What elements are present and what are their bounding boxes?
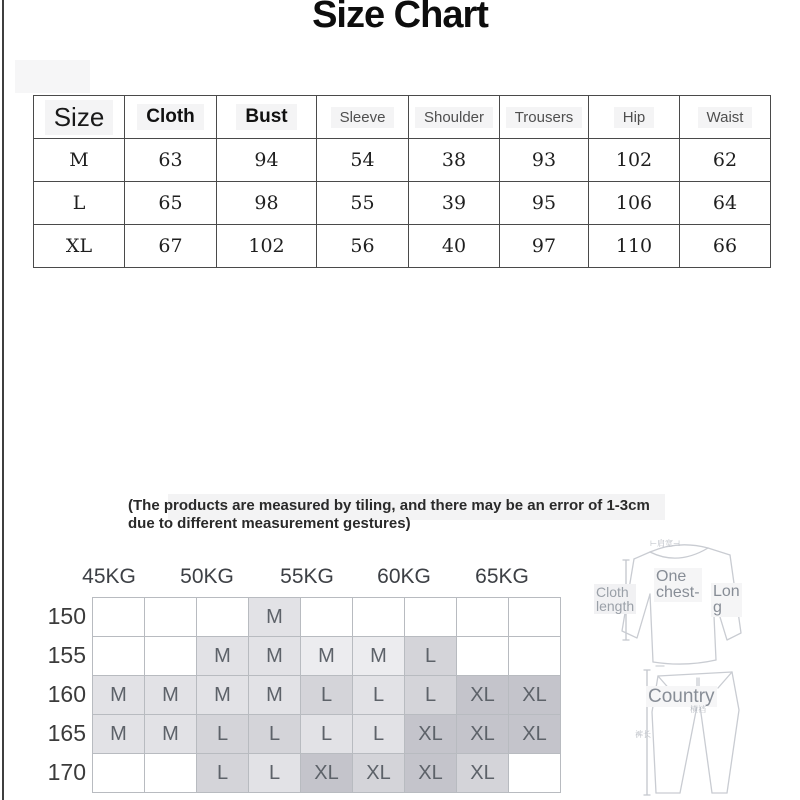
fit-cell	[405, 598, 457, 637]
fit-cell: M	[197, 676, 249, 715]
fit-cell	[301, 598, 353, 637]
cloth-length-label: Cloth length	[596, 584, 635, 614]
measurement-cell: 66	[680, 225, 771, 268]
note-line-1: (The products are measured by tiling, and there may be an error of 1-3cm	[128, 497, 650, 514]
weight-label: 45KG	[82, 565, 136, 588]
fit-cell: XL	[353, 754, 405, 793]
measurement-cell: 94	[217, 139, 317, 182]
measurement-cell: 95	[500, 182, 589, 225]
fit-cell: M	[249, 676, 301, 715]
height-label: 155	[47, 642, 86, 668]
fit-cell: M	[249, 598, 301, 637]
header-row	[34, 96, 771, 139]
fit-cell: L	[301, 715, 353, 754]
header-size: Size	[34, 96, 125, 139]
fit-cell	[197, 598, 249, 637]
measurement-cell: 110	[589, 225, 680, 268]
fit-cell: XL	[457, 754, 509, 793]
fit-cell: M	[93, 676, 145, 715]
fit-cell	[457, 637, 509, 676]
size-table-header	[34, 96, 771, 139]
fit-cell	[509, 598, 561, 637]
fit-cell: L	[405, 637, 457, 676]
header-bust: Bust	[217, 96, 317, 139]
table-row	[34, 225, 771, 268]
fit-cell	[93, 754, 145, 793]
height-label: 160	[47, 681, 86, 707]
measurement-cell: 67	[125, 225, 217, 268]
pants-length-cn-label: 裤长	[635, 730, 651, 739]
measurement-cell: 56	[317, 225, 409, 268]
fit-cell	[353, 598, 405, 637]
fit-cell: M	[93, 715, 145, 754]
fit-cell	[145, 637, 197, 676]
fit-grid	[92, 597, 561, 793]
fit-cell: L	[249, 715, 301, 754]
shoulder-width-cn-label: ⊢肩宽⊣	[650, 539, 680, 548]
measurement-cell: 40	[409, 225, 500, 268]
size-cell: XL	[34, 225, 125, 268]
header-sleeve: Sleeve	[317, 96, 409, 139]
fit-chart	[40, 565, 580, 800]
fit-cell: XL	[405, 754, 457, 793]
size-table	[33, 95, 771, 268]
header-cloth: Cloth	[125, 96, 217, 139]
pants-diagram	[612, 660, 782, 800]
header-waist: Waist	[680, 96, 771, 139]
fit-cell: M	[301, 637, 353, 676]
fit-cell: L	[197, 715, 249, 754]
fit-cell: L	[301, 676, 353, 715]
header-hip: Hip	[589, 96, 680, 139]
fit-cell: XL	[509, 676, 561, 715]
fit-cell: L	[197, 754, 249, 793]
fit-cell: XL	[405, 715, 457, 754]
measurement-cell: 102	[589, 139, 680, 182]
fit-cell: L	[405, 676, 457, 715]
page-left-border	[2, 0, 4, 800]
table-row	[34, 139, 771, 182]
measurement-cell: 98	[217, 182, 317, 225]
long-label: Lon g	[713, 583, 740, 616]
table-row	[34, 182, 771, 225]
measurement-cell: 97	[500, 225, 589, 268]
header-shoulder: Shoulder	[409, 96, 500, 139]
measurement-cell: 55	[317, 182, 409, 225]
weight-label: 50KG	[180, 565, 234, 588]
fit-cell: L	[353, 676, 405, 715]
page-title: Size Chart	[312, 0, 488, 36]
header-trousers: Trousers	[500, 96, 589, 139]
measurement-cell: 93	[500, 139, 589, 182]
note-line-2: due to different measurement gestures)	[128, 515, 411, 532]
measurement-cell: 102	[217, 225, 317, 268]
fit-cell: M	[145, 715, 197, 754]
measurement-cell: 62	[680, 139, 771, 182]
measurement-note	[128, 497, 728, 533]
measurement-cell: 54	[317, 139, 409, 182]
measurement-cell: 65	[125, 182, 217, 225]
fit-cell: L	[249, 754, 301, 793]
fit-cell: L	[353, 715, 405, 754]
height-label: 170	[47, 759, 86, 785]
one-chest-label: One chest-	[656, 568, 700, 601]
weight-label: 60KG	[377, 565, 431, 588]
height-label: 150	[47, 603, 86, 629]
fit-cell	[509, 637, 561, 676]
crotch-cn-label: 横裆	[690, 705, 706, 714]
weight-label: 65KG	[475, 565, 529, 588]
measurement-cell: 64	[680, 182, 771, 225]
size-table-body	[34, 139, 771, 268]
weight-label: 55KG	[280, 565, 334, 588]
fit-cell	[93, 598, 145, 637]
fit-cell: XL	[457, 715, 509, 754]
size-cell: L	[34, 182, 125, 225]
country-label: Country	[648, 686, 715, 707]
measurement-cell: 106	[589, 182, 680, 225]
fit-cell	[457, 598, 509, 637]
fit-cell: M	[353, 637, 405, 676]
size-cell: M	[34, 139, 125, 182]
shirt-diagram	[592, 532, 792, 672]
fit-cell: XL	[457, 676, 509, 715]
measurement-cell: 63	[125, 139, 217, 182]
fit-cell	[93, 637, 145, 676]
fit-cell	[509, 754, 561, 793]
fit-cell	[145, 598, 197, 637]
measurement-cell: 38	[409, 139, 500, 182]
fit-cell: M	[197, 637, 249, 676]
fit-cell: XL	[509, 715, 561, 754]
fit-cell	[145, 754, 197, 793]
decorative-block	[15, 60, 90, 93]
fit-cell: XL	[301, 754, 353, 793]
measurement-cell: 39	[409, 182, 500, 225]
fit-cell: M	[249, 637, 301, 676]
fit-cell: M	[145, 676, 197, 715]
height-label: 165	[47, 720, 86, 746]
